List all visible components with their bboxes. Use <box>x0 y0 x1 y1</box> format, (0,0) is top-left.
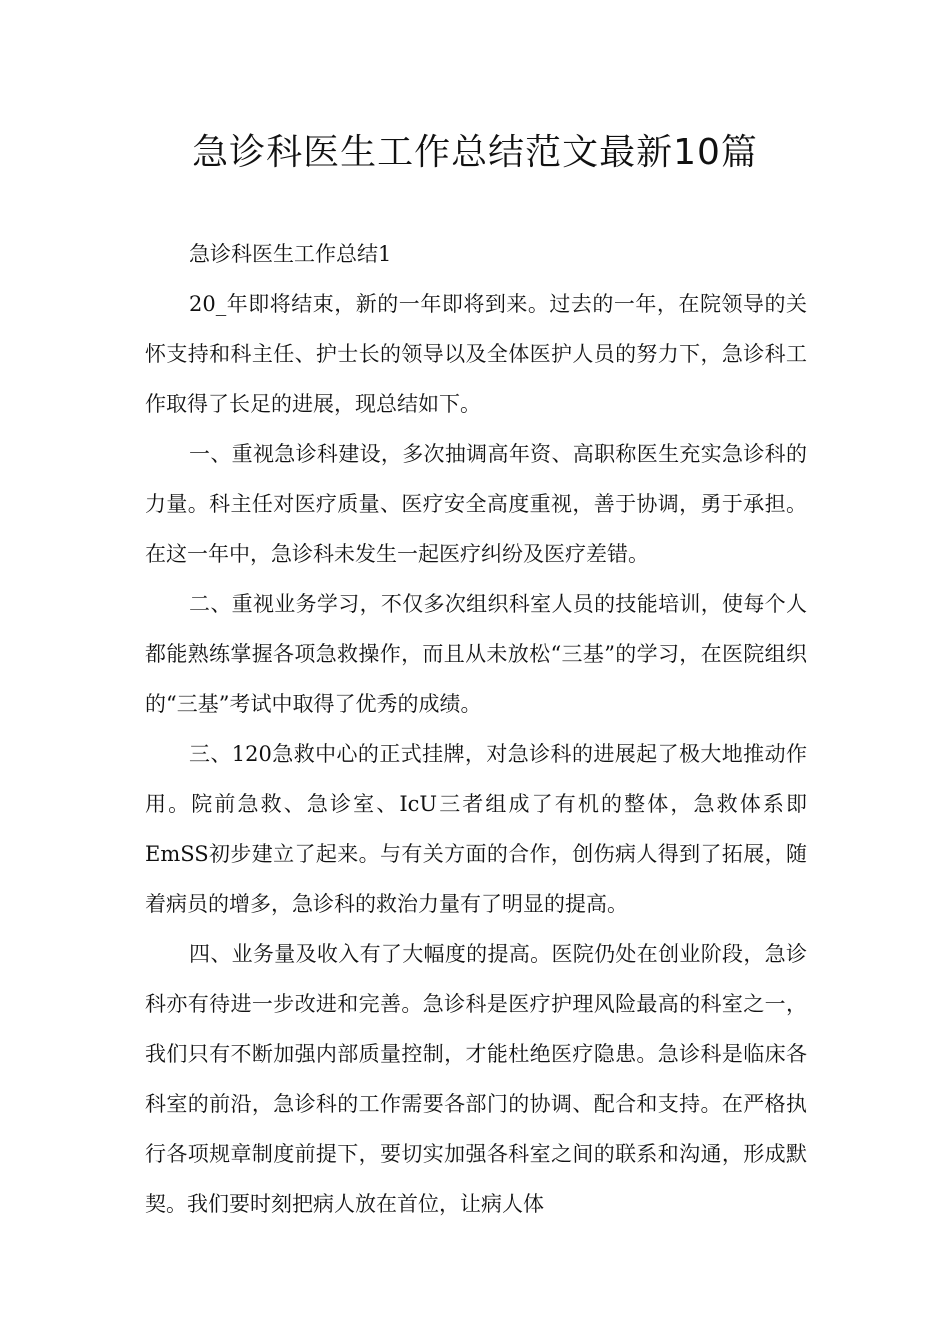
document-body <box>145 229 807 1229</box>
paragraph-intro: 20_年即将结束，新的一年即将到来。过去的一年，在院领导的关怀支持和科主任、护士长的领导以及全体医护人员的努力下，急诊科工作取得了长足的进展，现总结如下。 <box>145 292 807 416</box>
paragraph-point-4: 四、业务量及收入有了大幅度的提高。医院仍处在创业阶段，急诊科亦有待进一步改进和完善。急诊科是医疗护理风险最高的科室之一，我们只有不断加强内部质量控制，才能杜绝医疗隐患。急诊科是临床各科室的前沿，急诊科的工作需要各部门的协调、配合和支持。在严格执行各项规章制度前提下，要切实加强各科室之间的联系和沟通，形成默契。我们要时刻把病人放在首位，让病人体 <box>145 942 807 1216</box>
document-title: 急诊科医生工作总结范文最新10篇 <box>192 132 758 173</box>
paragraph-point-1: 一、重视急诊科建设，多次抽调高年资、高职称医生充实急诊科的力量。科主任对医疗质量、医疗安全高度重视，善于协调，勇于承担。在这一年中，急诊科未发生一起医疗纠纷及医疗差错。 <box>145 442 807 566</box>
paragraph-point-3: 三、120急救中心的正式挂牌，对急诊科的进展起了极大地推动作用。院前急救、急诊室、IcU三者组成了有机的整体，急救体系即EmSS初步建立了起来。与有关方面的合作，创伤病人得到了拓展，随着病员的增多，急诊科的救治力量有了明显的提高。 <box>145 742 807 916</box>
section-heading: 急诊科医生工作总结1 <box>189 242 392 266</box>
paragraph-point-2: 二、重视业务学习，不仅多次组织科室人员的技能培训，使每个人都能熟练掌握各项急救操作，而且从未放松“三基”的学习，在医院组织的“三基”考试中取得了优秀的成绩。 <box>145 592 807 716</box>
